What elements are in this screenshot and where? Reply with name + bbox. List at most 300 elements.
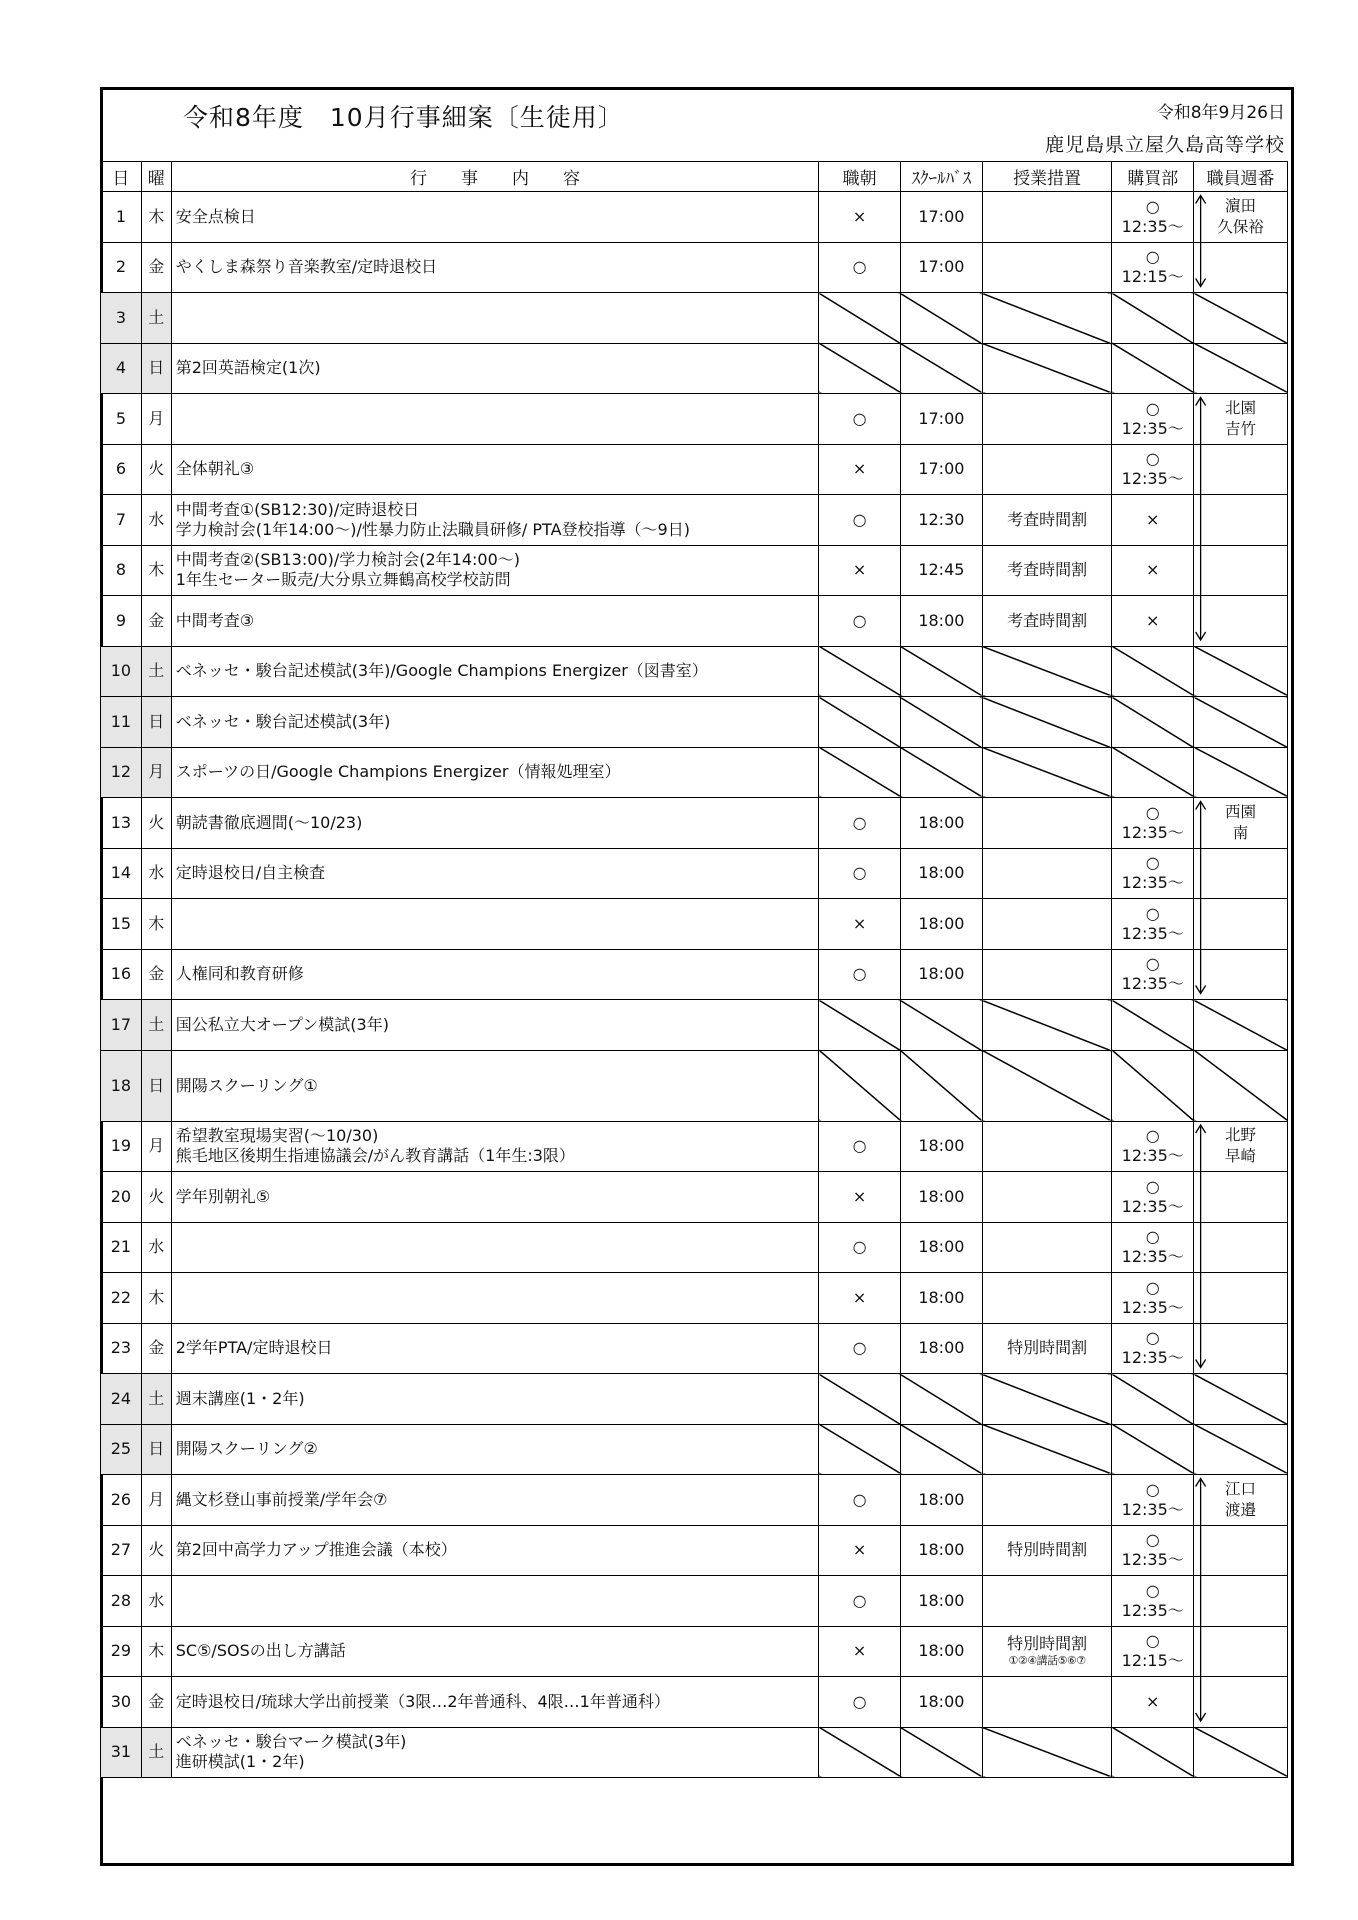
store-cell — [1112, 1050, 1194, 1121]
class-measures-cell — [982, 394, 1112, 445]
day-cell: 11 — [101, 697, 142, 748]
table-row — [101, 1677, 1288, 1728]
staff-morning-cell — [819, 1424, 901, 1475]
duty-names — [1194, 196, 1287, 238]
school-bus-cell — [900, 1000, 982, 1051]
event-cell — [171, 394, 819, 445]
store-line: ○ — [1145, 247, 1160, 267]
event-cell — [171, 495, 819, 546]
weekday-cell: 火 — [141, 798, 171, 849]
table-row — [101, 1576, 1288, 1627]
day-cell: 25 — [101, 1424, 142, 1475]
weekday-cell: 土 — [141, 1000, 171, 1051]
duty-cell — [1194, 1121, 1288, 1172]
school-bus-cell: 18:00 — [900, 798, 982, 849]
class-measures-cell — [982, 1121, 1112, 1172]
day-cell: 4 — [101, 343, 142, 394]
store-line: 12:35～ — [1121, 923, 1184, 943]
duty-names — [1194, 1479, 1287, 1521]
event-line: 週末講座(1・2年) — [175, 1388, 305, 1408]
weekday-cell: 水 — [141, 1576, 171, 1627]
store-line: ○ — [1145, 449, 1160, 469]
school-bus-cell — [900, 1374, 982, 1425]
event-cell — [171, 1677, 819, 1728]
day-cell: 22 — [101, 1273, 142, 1324]
schedule-table — [100, 161, 1288, 1778]
school-bus-cell: 17:00 — [900, 242, 982, 293]
store-line: 12:35～ — [1121, 1146, 1184, 1166]
event-line: ベネッセ・駿台マーク模試(3年) — [175, 1732, 407, 1752]
col-header-class-measures: 授業措置 — [982, 162, 1112, 192]
class-measures-cell — [982, 646, 1112, 697]
weekday-cell: 火 — [141, 1525, 171, 1576]
duty-cell — [1194, 1576, 1288, 1627]
event-line: 全体朝礼③ — [175, 459, 255, 479]
weekday-cell: 木 — [141, 192, 171, 243]
table-row — [101, 293, 1288, 344]
duty-cell — [1194, 1222, 1288, 1273]
day-cell: 31 — [101, 1727, 142, 1778]
table-row — [101, 1374, 1288, 1425]
duty-cell — [1194, 192, 1288, 243]
staff-morning-cell — [819, 697, 901, 748]
store-cell — [1112, 899, 1194, 950]
store-cell — [1112, 646, 1194, 697]
store-cell — [1112, 192, 1194, 243]
class-measures-text: 特別時間割 — [1007, 1338, 1088, 1358]
staff-morning-cell: ○ — [819, 949, 901, 1000]
event-line: 第2回中高学力アップ推進会議（本校） — [175, 1540, 457, 1560]
store-line: ○ — [1145, 196, 1160, 216]
day-cell: 16 — [101, 949, 142, 1000]
table-row — [101, 1727, 1288, 1778]
store-line: 12:35～ — [1121, 974, 1184, 994]
class-measures-subtext: ①②④講話⑤⑥⑦ — [1008, 1654, 1086, 1668]
store-cell — [1112, 1626, 1194, 1677]
weekday-cell: 木 — [141, 899, 171, 950]
store-cell — [1112, 343, 1194, 394]
class-measures-cell — [982, 495, 1112, 546]
class-measures-cell — [982, 1626, 1112, 1677]
staff-morning-cell: ○ — [819, 495, 901, 546]
school-bus-cell: 18:00 — [900, 1626, 982, 1677]
duty-cell — [1194, 1273, 1288, 1324]
store-cell — [1112, 697, 1194, 748]
col-header-store: 購買部 — [1112, 162, 1194, 192]
event-line: 開陽スクーリング① — [175, 1075, 318, 1095]
table-row — [101, 1000, 1288, 1051]
duty-cell — [1194, 1424, 1288, 1475]
event-line: 人権同和教育研修 — [175, 964, 304, 984]
event-line: 中間考査①(SB12:30)/定時退校日 — [175, 499, 420, 519]
day-cell: 5 — [101, 394, 142, 445]
table-row — [101, 1273, 1288, 1324]
day-cell: 17 — [101, 1000, 142, 1051]
store-line: ○ — [1145, 1479, 1160, 1499]
store-line: ○ — [1145, 1126, 1160, 1146]
day-cell: 8 — [101, 545, 142, 596]
class-measures-cell — [982, 949, 1112, 1000]
event-line: 安全点検日 — [175, 206, 256, 226]
duty-cell — [1194, 1525, 1288, 1576]
event-cell — [171, 242, 819, 293]
school-bus-cell — [900, 747, 982, 798]
weekday-cell: 日 — [141, 697, 171, 748]
store-line: 12:35～ — [1121, 1196, 1184, 1216]
weekday-cell: 火 — [141, 1172, 171, 1223]
duty-cell — [1194, 848, 1288, 899]
store-line: ○ — [1145, 1530, 1160, 1550]
class-measures-cell — [982, 293, 1112, 344]
event-line: 熊毛地区後期生指連協議会/がん教育講話（1年生:3限） — [175, 1146, 575, 1166]
event-line: やくしま森祭り音楽教室/定時退校日 — [175, 257, 438, 277]
duty-cell — [1194, 646, 1288, 697]
table-row — [101, 1050, 1288, 1121]
store-line: 12:35～ — [1121, 873, 1184, 893]
store-line: ○ — [1145, 853, 1160, 873]
weekday-cell: 金 — [141, 1677, 171, 1728]
staff-morning-cell: ○ — [819, 1222, 901, 1273]
event-cell — [171, 1000, 819, 1051]
event-cell — [171, 1172, 819, 1223]
store-line: ○ — [1145, 1580, 1160, 1600]
event-cell — [171, 444, 819, 495]
duty-cell — [1194, 1677, 1288, 1728]
store-cell — [1112, 545, 1194, 596]
day-cell: 6 — [101, 444, 142, 495]
duty-cell — [1194, 949, 1288, 1000]
duty-name-text: 濵田 — [1225, 196, 1257, 215]
event-cell — [171, 1727, 819, 1778]
weekday-cell: 木 — [141, 545, 171, 596]
day-cell: 20 — [101, 1172, 142, 1223]
school-bus-cell — [900, 1424, 982, 1475]
duty-cell — [1194, 444, 1288, 495]
staff-morning-cell: ○ — [819, 394, 901, 445]
event-line: 進研模試(1・2年) — [175, 1752, 305, 1772]
table-row — [101, 899, 1288, 950]
table-row — [101, 495, 1288, 546]
duty-name-text: 久保裕 — [1217, 217, 1264, 236]
store-cell — [1112, 293, 1194, 344]
class-measures-text: 考査時間割 — [1007, 509, 1088, 529]
school-name: 鹿児島県立屋久島高等学校 — [1044, 134, 1285, 156]
weekday-cell: 日 — [141, 343, 171, 394]
weekday-cell: 金 — [141, 949, 171, 1000]
class-measures-text: 特別時間割 — [1007, 1540, 1088, 1560]
table-row — [101, 1626, 1288, 1677]
event-line: SC⑤/SOSの出し方講話 — [175, 1641, 346, 1661]
table-row — [101, 1323, 1288, 1374]
school-bus-cell — [900, 343, 982, 394]
table-row — [101, 444, 1288, 495]
store-cell — [1112, 848, 1194, 899]
store-line: 12:35～ — [1121, 216, 1184, 236]
staff-morning-cell: ○ — [819, 1323, 901, 1374]
store-line: × — [1146, 610, 1160, 630]
duty-cell — [1194, 596, 1288, 647]
table-row — [101, 343, 1288, 394]
staff-morning-cell: ○ — [819, 1475, 901, 1526]
duty-cell — [1194, 1727, 1288, 1778]
store-cell — [1112, 747, 1194, 798]
school-bus-cell: 18:00 — [900, 1121, 982, 1172]
table-row — [101, 242, 1288, 293]
event-line: スポーツの日/Google Champions Energizer（情報処理室） — [175, 762, 621, 782]
store-line: ○ — [1145, 398, 1160, 418]
school-bus-cell — [900, 293, 982, 344]
class-measures-cell — [982, 1374, 1112, 1425]
event-cell — [171, 1525, 819, 1576]
duty-cell — [1194, 1172, 1288, 1223]
duty-names — [1194, 398, 1287, 440]
day-cell: 23 — [101, 1323, 142, 1374]
school-bus-cell: 17:00 — [900, 394, 982, 445]
duty-name-text: 北園 — [1225, 398, 1257, 417]
store-cell — [1112, 1677, 1194, 1728]
store-line: ○ — [1145, 1277, 1160, 1297]
event-cell — [171, 1050, 819, 1121]
event-cell — [171, 1576, 819, 1627]
staff-morning-cell: × — [819, 1273, 901, 1324]
school-bus-cell: 18:00 — [900, 1222, 982, 1273]
class-measures-cell — [982, 242, 1112, 293]
class-measures-cell — [982, 545, 1112, 596]
table-row — [101, 697, 1288, 748]
event-line: 希望教室現場実習(～10/30) — [175, 1126, 379, 1146]
class-measures-cell — [982, 596, 1112, 647]
weekday-cell: 日 — [141, 1050, 171, 1121]
table-row — [101, 1222, 1288, 1273]
duty-cell — [1194, 697, 1288, 748]
duty-cell — [1194, 1050, 1288, 1121]
table-row — [101, 848, 1288, 899]
col-header-school-bus: ｽｸｰﾙﾊﾞｽ — [900, 162, 982, 192]
store-line: ○ — [1145, 954, 1160, 974]
class-measures-cell — [982, 1576, 1112, 1627]
day-cell: 9 — [101, 596, 142, 647]
class-measures-cell — [982, 1050, 1112, 1121]
staff-morning-cell — [819, 343, 901, 394]
event-cell — [171, 545, 819, 596]
store-cell — [1112, 1222, 1194, 1273]
table-row — [101, 394, 1288, 445]
staff-morning-cell: ○ — [819, 242, 901, 293]
store-line: 12:35～ — [1121, 1297, 1184, 1317]
duty-cell — [1194, 343, 1288, 394]
store-cell — [1112, 949, 1194, 1000]
weekday-cell: 月 — [141, 394, 171, 445]
class-measures-cell — [982, 1000, 1112, 1051]
school-bus-cell: 18:00 — [900, 1273, 982, 1324]
event-cell — [171, 192, 819, 243]
store-line: 12:35～ — [1121, 418, 1184, 438]
store-line: 12:35～ — [1121, 1550, 1184, 1570]
class-measures-cell — [982, 1323, 1112, 1374]
store-cell — [1112, 1172, 1194, 1223]
school-bus-cell: 18:00 — [900, 848, 982, 899]
day-cell: 1 — [101, 192, 142, 243]
class-measures-cell — [982, 697, 1112, 748]
staff-morning-cell: × — [819, 1525, 901, 1576]
duty-names — [1194, 1125, 1287, 1167]
weekday-cell: 土 — [141, 293, 171, 344]
day-cell: 14 — [101, 848, 142, 899]
day-cell: 30 — [101, 1677, 142, 1728]
store-cell — [1112, 242, 1194, 293]
staff-morning-cell: ○ — [819, 848, 901, 899]
event-cell — [171, 747, 819, 798]
event-cell — [171, 697, 819, 748]
event-cell — [171, 1626, 819, 1677]
event-line: 学年別朝礼⑤ — [175, 1186, 271, 1206]
weekday-cell: 火 — [141, 444, 171, 495]
class-measures-cell — [982, 1677, 1112, 1728]
staff-morning-cell — [819, 1000, 901, 1051]
event-cell — [171, 343, 819, 394]
staff-morning-cell: × — [819, 545, 901, 596]
class-measures-cell — [982, 444, 1112, 495]
day-cell: 26 — [101, 1475, 142, 1526]
school-bus-cell: 12:45 — [900, 545, 982, 596]
store-line: 12:35～ — [1121, 822, 1184, 842]
event-line: 朝読書徹底週間(～10/23) — [175, 812, 363, 832]
day-cell: 12 — [101, 747, 142, 798]
duty-cell — [1194, 242, 1288, 293]
school-bus-cell: 18:00 — [900, 1172, 982, 1223]
table-row — [101, 1475, 1288, 1526]
table-row — [101, 747, 1288, 798]
class-measures-cell — [982, 1222, 1112, 1273]
staff-morning-cell: × — [819, 899, 901, 950]
duty-name-text: 南 — [1232, 823, 1249, 842]
class-measures-cell — [982, 747, 1112, 798]
table-row — [101, 1424, 1288, 1475]
store-cell — [1112, 1525, 1194, 1576]
event-line: 縄文杉登山事前授業/学年会⑦ — [175, 1489, 388, 1509]
event-cell — [171, 293, 819, 344]
weekday-cell: 金 — [141, 596, 171, 647]
store-line: ○ — [1145, 1328, 1160, 1348]
staff-morning-cell — [819, 747, 901, 798]
school-bus-cell: 18:00 — [900, 1677, 982, 1728]
duty-cell — [1194, 394, 1288, 445]
col-header-weekly-duty: 職員週番 — [1194, 162, 1288, 192]
event-line: 中間考査②(SB13:00)/学力検討会(2年14:00～) — [175, 550, 520, 570]
store-line: × — [1146, 1691, 1160, 1711]
class-measures-text: 考査時間割 — [1007, 560, 1088, 580]
staff-morning-cell: × — [819, 444, 901, 495]
weekday-cell: 木 — [141, 1273, 171, 1324]
col-header-staff-morning: 職朝 — [819, 162, 901, 192]
staff-morning-cell: × — [819, 1172, 901, 1223]
event-line: 開陽スクーリング② — [175, 1439, 318, 1459]
duty-cell — [1194, 495, 1288, 546]
table-header-row — [101, 162, 1288, 192]
event-line: 中間考査③ — [175, 610, 255, 630]
duty-name-text: 西園 — [1225, 802, 1257, 821]
day-cell: 7 — [101, 495, 142, 546]
store-cell — [1112, 394, 1194, 445]
weekday-cell: 金 — [141, 242, 171, 293]
store-line: 12:35～ — [1121, 1499, 1184, 1519]
weekday-cell: 月 — [141, 1121, 171, 1172]
store-cell — [1112, 444, 1194, 495]
duty-cell — [1194, 798, 1288, 849]
col-header-weekday: 曜 — [141, 162, 171, 192]
duty-name-text: 吉竹 — [1225, 419, 1257, 438]
staff-morning-cell: ○ — [819, 1121, 901, 1172]
col-header-day: 日 — [101, 162, 142, 192]
day-cell: 29 — [101, 1626, 142, 1677]
event-cell — [171, 1374, 819, 1425]
school-bus-cell: 18:00 — [900, 899, 982, 950]
duty-cell — [1194, 747, 1288, 798]
school-bus-cell: 18:00 — [900, 949, 982, 1000]
store-cell — [1112, 1727, 1194, 1778]
table-row — [101, 1121, 1288, 1172]
weekday-cell: 水 — [141, 848, 171, 899]
table-row — [101, 1172, 1288, 1223]
store-cell — [1112, 1374, 1194, 1425]
event-line: 定時退校日/琉球大学出前授業（3限…2年普通科、4限…1年普通科） — [175, 1691, 670, 1711]
staff-morning-cell: × — [819, 192, 901, 243]
store-line: × — [1146, 509, 1160, 529]
store-cell — [1112, 798, 1194, 849]
day-cell: 28 — [101, 1576, 142, 1627]
day-cell: 27 — [101, 1525, 142, 1576]
class-measures-cell — [982, 1525, 1112, 1576]
event-cell — [171, 798, 819, 849]
staff-morning-cell — [819, 293, 901, 344]
event-cell — [171, 596, 819, 647]
class-measures-text: 考査時間割 — [1007, 610, 1088, 630]
weekday-cell: 土 — [141, 1374, 171, 1425]
staff-morning-cell — [819, 1727, 901, 1778]
event-cell — [171, 899, 819, 950]
store-line: ○ — [1145, 802, 1160, 822]
school-bus-cell: 18:00 — [900, 1525, 982, 1576]
event-line: ベネッセ・駿台記述模試(3年)/Google Champions Energizer（図書室） — [175, 661, 708, 681]
class-measures-cell — [982, 192, 1112, 243]
school-bus-cell — [900, 1727, 982, 1778]
event-line: 国公私立大オープン模試(3年) — [175, 1014, 389, 1034]
store-cell — [1112, 1576, 1194, 1627]
class-measures-cell — [982, 1424, 1112, 1475]
store-cell — [1112, 1273, 1194, 1324]
duty-cell — [1194, 1323, 1288, 1374]
duty-name-text: 北野 — [1225, 1126, 1257, 1145]
event-cell — [171, 1323, 819, 1374]
class-measures-text: 特別時間割 — [1007, 1634, 1088, 1654]
table-row — [101, 192, 1288, 243]
weekday-cell: 日 — [141, 1424, 171, 1475]
duty-cell — [1194, 1000, 1288, 1051]
duty-cell — [1194, 899, 1288, 950]
event-line: 第2回英語検定(1次) — [175, 358, 321, 378]
school-bus-cell: 17:00 — [900, 192, 982, 243]
store-line: ○ — [1145, 903, 1160, 923]
event-cell — [171, 646, 819, 697]
class-measures-cell — [982, 1172, 1112, 1223]
weekday-cell: 木 — [141, 1626, 171, 1677]
store-line: 12:35～ — [1121, 1247, 1184, 1267]
duty-name-text: 江口 — [1225, 1479, 1257, 1498]
duty-names — [1194, 802, 1287, 844]
class-measures-cell — [982, 343, 1112, 394]
school-bus-cell: 18:00 — [900, 596, 982, 647]
event-cell — [171, 848, 819, 899]
